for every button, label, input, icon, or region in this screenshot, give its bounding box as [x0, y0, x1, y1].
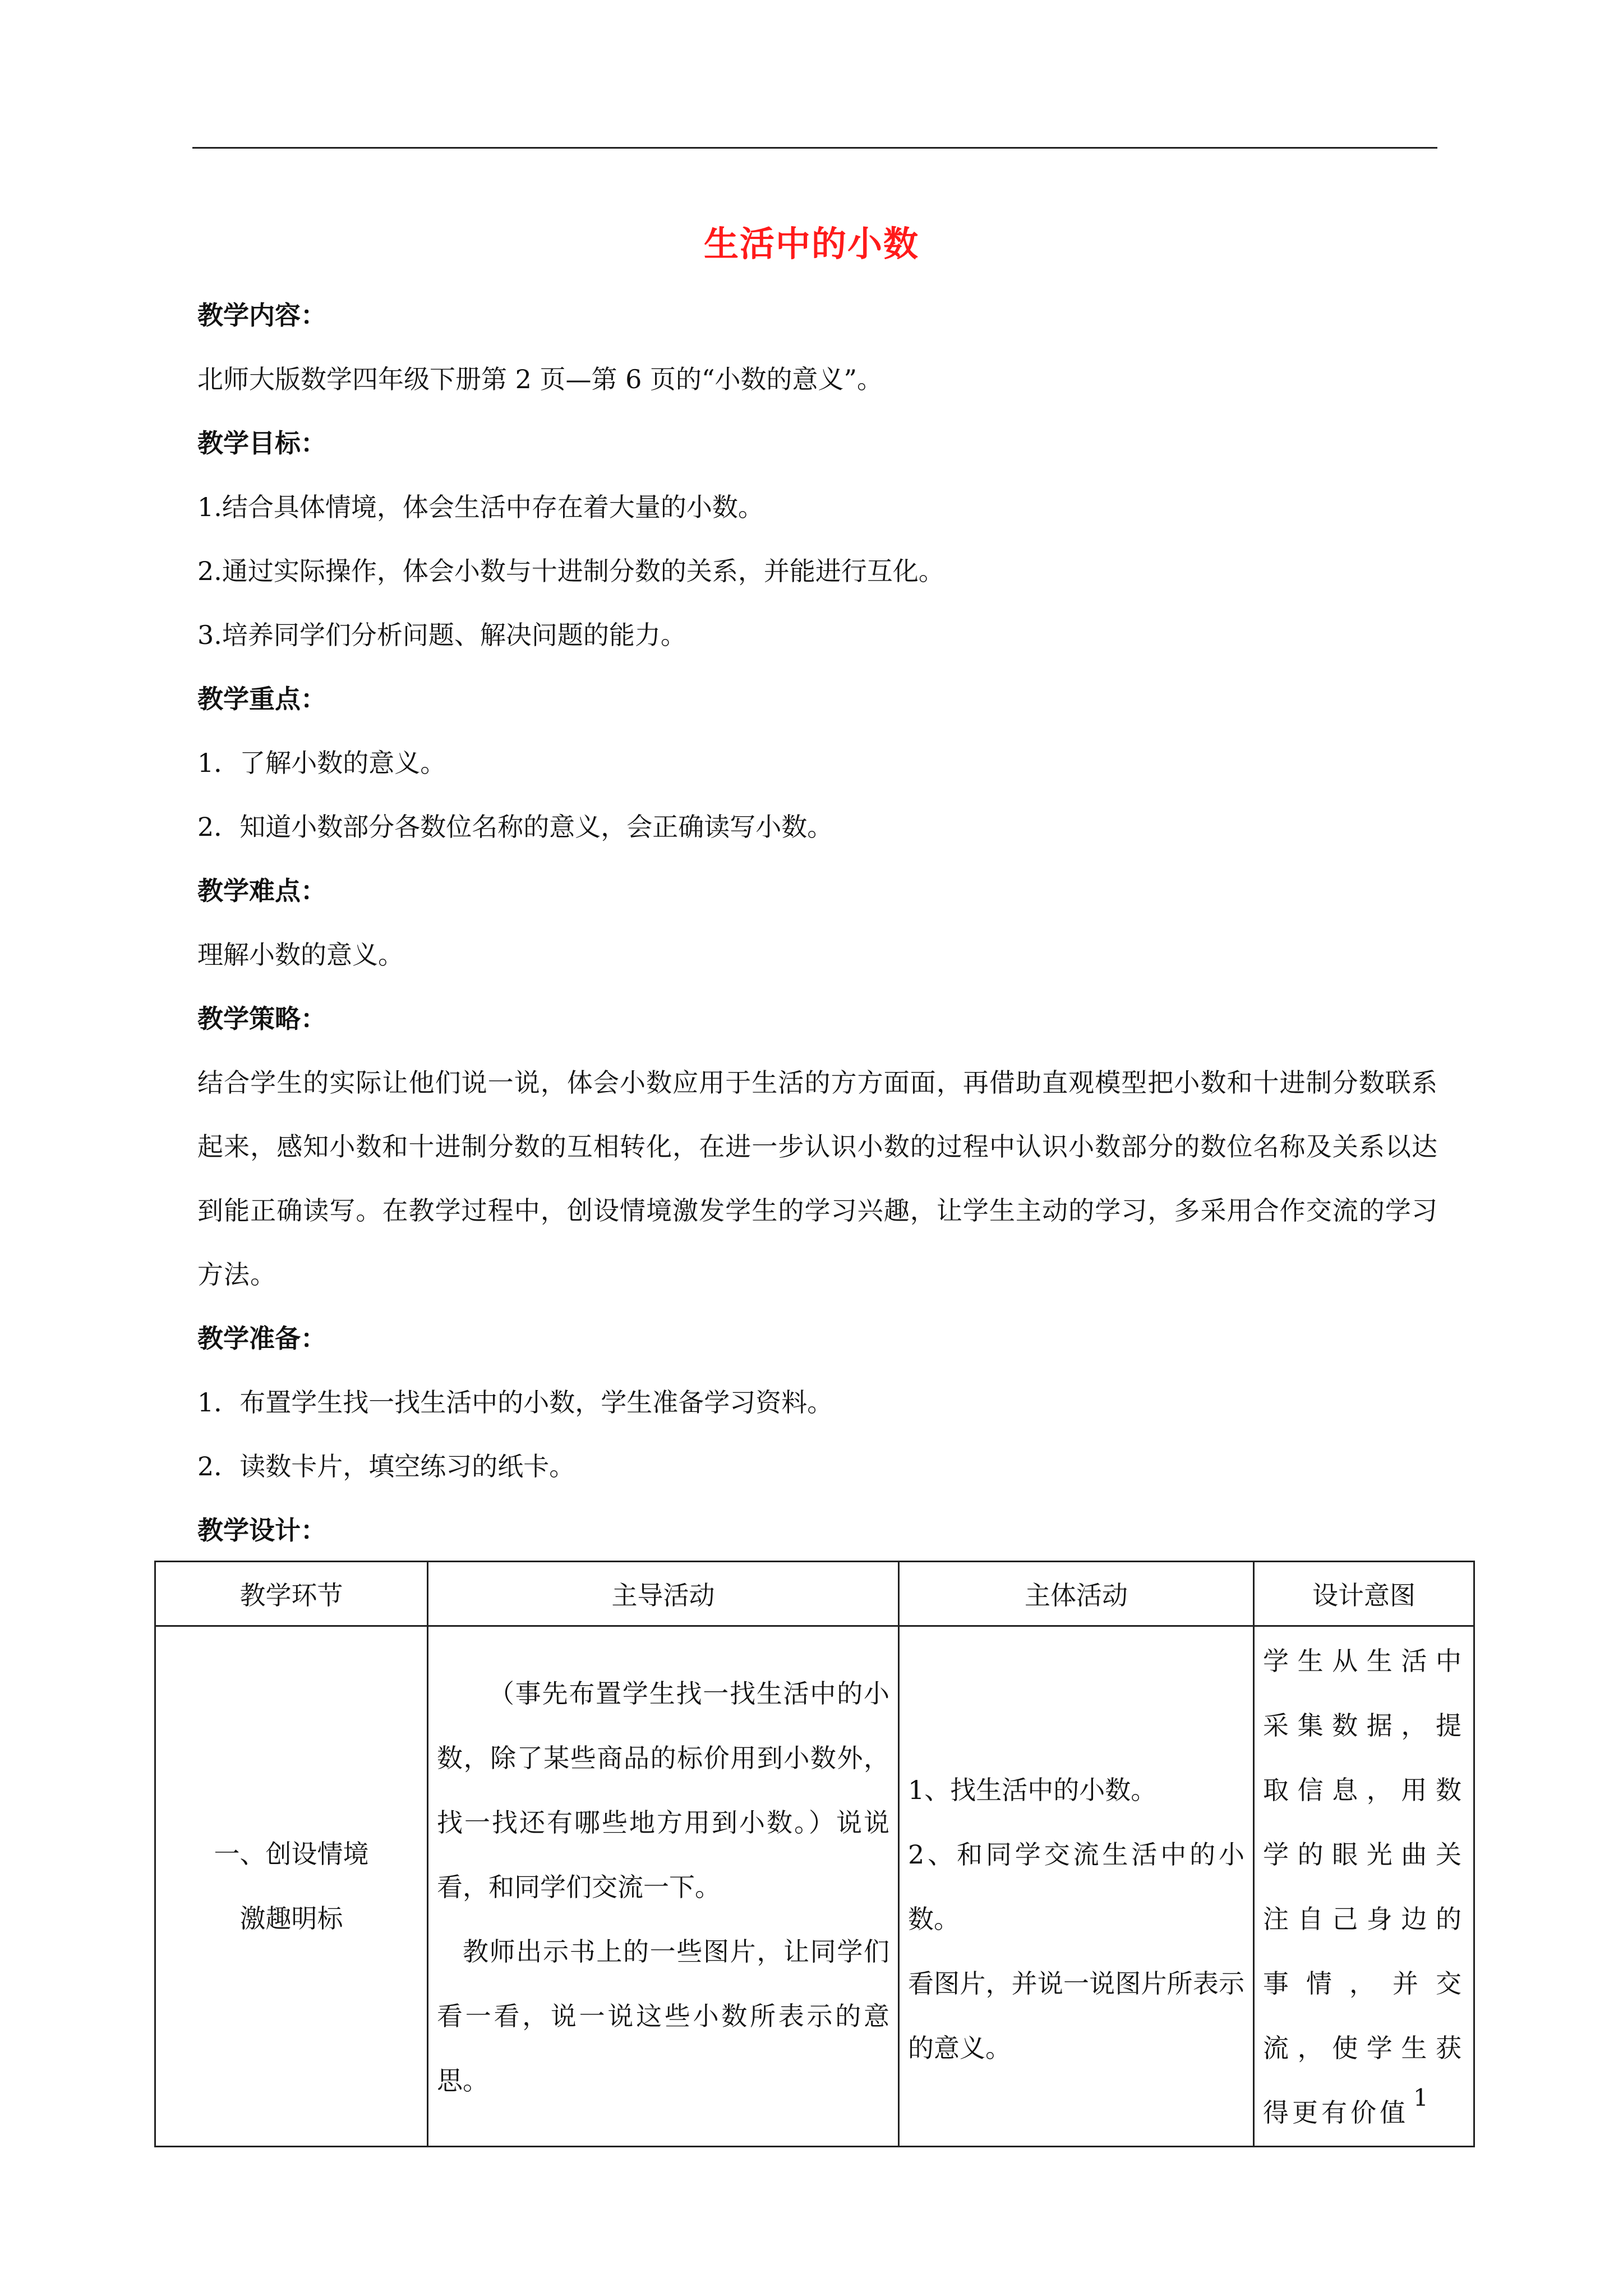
page-number: 1: [1413, 2084, 1428, 2111]
lead-paragraph: 教师出示书上的一些图片，让同学们看一看，说一说这些小数所表示的意思。: [437, 1936, 889, 2096]
header-rule: [192, 147, 1437, 149]
content-heading: 教学内容：: [197, 300, 326, 330]
key-points-heading: 教学重点：: [197, 684, 326, 714]
design-intent-text: 学生从生活中采集数据，提取信息，用数学的眼光曲关注自己身边的事情，并交流，使学生获得更有价值: [1263, 1646, 1465, 2128]
content-text: 北师大版数学四年级下册第 2 页—第 6 页的“小数的意义”。: [197, 364, 883, 394]
design-heading: 教学设计：: [197, 1515, 326, 1545]
key-point-item: 2．知道小数部分各数位名称的意义，会正确读写小数。: [197, 812, 833, 842]
stage-line: 一、创设情境: [214, 1838, 369, 1869]
lead-activity-cell: [428, 1626, 899, 2147]
prep-item: 2．读数卡片，填空练习的纸卡。: [197, 1451, 575, 1481]
page-title: 生活中的小数: [703, 223, 919, 264]
design-intent-cell: [1254, 1626, 1474, 2147]
difficulty-text: 理解小数的意义。: [197, 940, 404, 970]
difficulty-heading: 教学难点：: [197, 876, 326, 906]
student-activity-item: 1、找生活中的小数。: [908, 1774, 1157, 1805]
stage-cell: [155, 1626, 428, 2147]
table-header-row: [155, 1562, 1474, 1626]
prep-item: 1．布置学生找一找生活中的小数，学生准备学习资料。: [197, 1387, 833, 1418]
student-activity-item: 2、和同学交流生活中的小数。: [908, 1839, 1244, 1934]
goal-item: 1.结合具体情境，体会生活中存在着大量的小数。: [197, 492, 764, 522]
header-lead-activity: 主导活动: [428, 1562, 899, 1626]
document-body: [197, 283, 1438, 1562]
goals-heading: 教学目标：: [197, 428, 326, 458]
key-point-item: 1．了解小数的意义。: [197, 748, 446, 778]
strategy-text: 结合学生的实际让他们说一说，体会小数应用于生活的方方面面，再借助直观模型把小数和十进制分数联系起来，感知小数和十进制分数的互相转化，在进一步认识小数的过程中认识小数部分的数位名称及关系以达到能正确读写。在教学过程中，创设情境激发学生的学习兴趣，让学生主动的学习，多采用合作交流的学习方法。: [197, 1068, 1438, 1290]
student-activity-cell: [899, 1626, 1254, 2147]
table-row: [155, 1626, 1474, 2147]
lead-paragraph: （事先布置学生找一找生活中的小数，除了某些商品的标价用到小数外，找一找还有哪些地方用到小数。）说说看，和同学们交流一下。: [437, 1678, 889, 1902]
goal-item: 2.通过实际操作，体会小数与十进制分数的关系，并能进行互化。: [197, 556, 944, 586]
header-stage: 教学环节: [155, 1562, 428, 1626]
strategy-heading: 教学策略：: [197, 1004, 326, 1034]
header-student-activity: 主体活动: [899, 1562, 1254, 1626]
prep-heading: 教学准备：: [197, 1323, 326, 1354]
stage-line: 激趣明标: [239, 1903, 343, 1934]
student-activity-item: 看图片，并说一说图片所表示的意义。: [908, 1968, 1244, 2063]
goal-item: 3.培养同学们分析问题、解决问题的能力。: [197, 620, 686, 650]
teaching-design-table: [154, 1561, 1475, 2147]
header-design-intent: 设计意图: [1254, 1562, 1474, 1626]
